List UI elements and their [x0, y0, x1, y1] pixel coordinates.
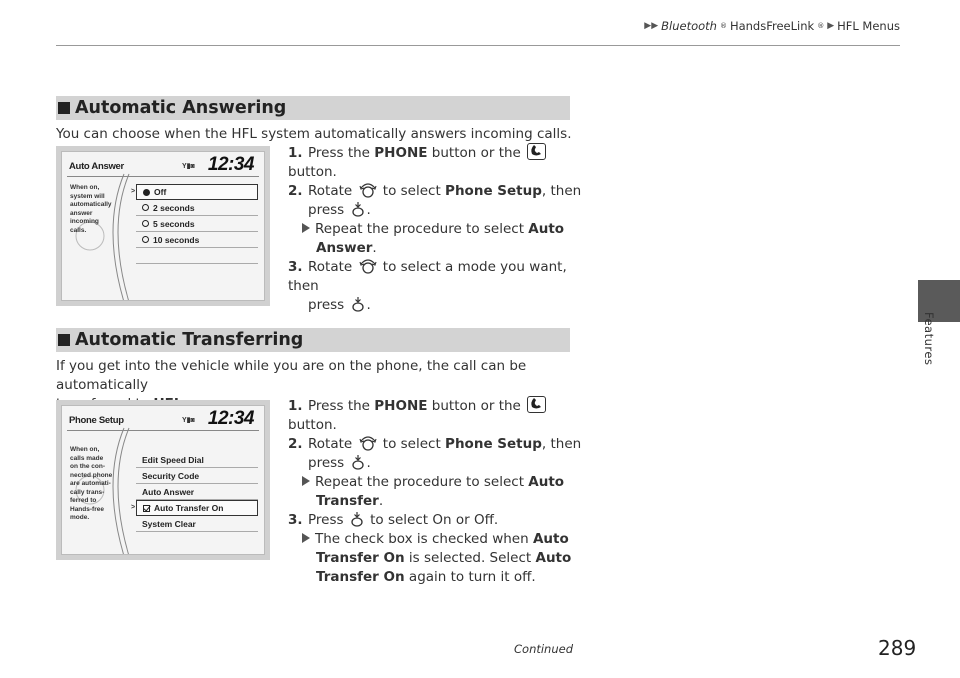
menu-item-label: System Clear: [142, 518, 196, 529]
help-line: cally trans-: [70, 488, 105, 496]
step-text: Press: [308, 512, 348, 528]
menu-item-label: 5 seconds: [153, 218, 195, 229]
section-heading-automatic-answering: [56, 96, 570, 120]
radio-selected-icon: [143, 189, 150, 196]
auto-label: Auto: [528, 474, 565, 490]
arrow-icon: [302, 223, 310, 233]
cursor-icon: >: [131, 504, 136, 511]
press-knob-icon: [351, 296, 365, 312]
step-number: 1.: [288, 145, 303, 161]
step-2-sub-cont: [288, 239, 588, 258]
phone-label: PHONE: [374, 398, 428, 414]
registered-mark: ®: [719, 22, 727, 30]
help-line: calls.: [70, 226, 87, 234]
step-2-sub: [288, 473, 588, 492]
step-3: [288, 511, 588, 530]
step-2-sub-cont: [288, 492, 588, 511]
phone-button-icon: [527, 143, 546, 160]
help-line: on the con-: [70, 463, 106, 470]
section-square-icon: [58, 102, 70, 114]
screen-clock: 12:34: [207, 154, 254, 175]
help-line: are automati-: [70, 480, 111, 487]
step-3-sub-cont: [288, 549, 588, 568]
step-text: Rotate: [308, 183, 357, 199]
cursor-icon: >: [131, 188, 136, 195]
step-number: 3.: [288, 512, 303, 528]
step-number: 2.: [288, 183, 303, 199]
menu-item-label: Edit Speed Dial: [142, 454, 204, 465]
section-title: Automatic Answering: [75, 98, 287, 118]
step-3-sub: [288, 530, 588, 549]
step-text: press: [308, 202, 349, 218]
step-3-sub-cont2: [288, 568, 588, 587]
step-number: 3.: [288, 259, 303, 275]
step-text: .: [366, 202, 371, 218]
step-text: Repeat the procedure to select: [315, 474, 529, 490]
phone-setup-label: Phone Setup: [445, 183, 542, 199]
checkbox-checked-icon: [143, 505, 150, 512]
menu-item-10-seconds[interactable]: [136, 232, 258, 248]
help-line: incoming: [70, 218, 99, 225]
step-text: The check box is checked when: [315, 531, 533, 547]
step-text: Rotate: [308, 259, 357, 275]
registered-mark: ®: [817, 22, 825, 30]
step-1: [288, 143, 588, 182]
screen-title: Auto Answer: [69, 161, 124, 172]
phone-button-icon: [527, 396, 546, 413]
auto-label: Auto: [528, 221, 565, 237]
help-line: nected phone: [70, 471, 113, 479]
step-text: .: [378, 493, 384, 509]
help-line: Hands-free: [70, 505, 104, 513]
step-text: .: [366, 297, 371, 313]
step-2-sub: [288, 220, 588, 239]
step-text: press: [308, 297, 349, 313]
section1-steps: [288, 143, 588, 315]
menu-item-system-clear[interactable]: [136, 516, 258, 532]
step-text: button.: [288, 417, 337, 433]
breadcrumb-bluetooth: Bluetooth: [661, 19, 717, 33]
step-2-cont: [288, 201, 588, 220]
step-text: is selected. Select: [404, 550, 536, 566]
menu-item-off[interactable]: [131, 184, 258, 200]
transfer-on-label: Transfer On: [316, 550, 405, 566]
step-1: [288, 396, 588, 435]
help-line: mode.: [70, 514, 90, 521]
phone-setup-label: Phone Setup: [445, 436, 542, 452]
help-line: system will: [70, 192, 105, 200]
step-2: [288, 435, 588, 454]
phone-setup-screen: [56, 400, 270, 560]
section1-intro: You can choose when the HFL system automatically answers incoming calls.: [56, 126, 572, 142]
signal-status-icon: Y▮◙: [182, 163, 195, 170]
step-number: 2.: [288, 436, 303, 452]
step-text: Press the: [308, 145, 375, 161]
breadcrumb-arrow-icon: ▶: [827, 21, 835, 31]
rotate-knob-icon: [359, 435, 377, 451]
step-text: , then: [541, 436, 582, 452]
step-text: .: [372, 240, 377, 256]
help-line: calls made: [70, 454, 104, 462]
intro-line: If you get into the vehicle while you are on the phone, the call can be automatically: [56, 358, 527, 393]
step-text: to select On or Off.: [365, 512, 499, 528]
arrow-icon: [302, 533, 310, 543]
press-knob-icon: [351, 454, 365, 470]
rotate-knob-icon: [359, 182, 377, 198]
screen-menu: [131, 184, 258, 264]
menu-item-empty: [136, 248, 258, 264]
step-text: Press the: [308, 398, 375, 414]
menu-item-auto-transfer-on[interactable]: [131, 500, 258, 516]
screen-divider: [67, 176, 259, 177]
screen-divider: [67, 430, 259, 431]
step-text: to select: [378, 183, 446, 199]
section-square-icon: [58, 334, 70, 346]
menu-item-edit-speed-dial[interactable]: [136, 452, 258, 468]
step-text: Repeat the procedure to select: [315, 221, 529, 237]
signal-status-icon: Y▮◙: [182, 417, 195, 424]
menu-item-label: Auto Answer: [142, 486, 195, 497]
header-rule: [56, 45, 900, 46]
screen-menu: [131, 452, 258, 532]
radio-icon: [142, 204, 149, 211]
auto-label: Auto: [532, 531, 569, 547]
step-3: [288, 258, 588, 296]
step-text: Rotate: [308, 436, 357, 452]
step-number: 1.: [288, 398, 303, 414]
screen-help-text: [70, 446, 120, 523]
step-text: button or the: [427, 145, 526, 161]
arrow-icon: [302, 476, 310, 486]
step-text: to select a mode you want, then: [288, 259, 567, 294]
step-text: to select: [378, 436, 446, 452]
auto-label: Auto: [535, 550, 572, 566]
step-text: button.: [288, 164, 337, 180]
step-3-cont: [288, 296, 588, 315]
breadcrumb-hfl: HandsFreeLink: [729, 19, 815, 33]
breadcrumb-hfl-menus: HFL Menus: [837, 19, 900, 33]
menu-item-label: 2 seconds: [153, 202, 195, 213]
phone-label: PHONE: [374, 145, 428, 161]
menu-item-security-code[interactable]: [136, 468, 258, 484]
section-title: Automatic Transferring: [75, 330, 304, 350]
help-line: answer: [70, 209, 93, 217]
continued-label: Continued: [514, 642, 574, 656]
step-text: again to turn it off.: [404, 569, 536, 585]
answer-label: Answer: [316, 240, 373, 256]
help-line: When on,: [70, 184, 100, 191]
menu-item-label: Security Code: [142, 470, 200, 481]
press-knob-icon: [350, 511, 364, 527]
screen-display: [61, 405, 265, 555]
section2-steps: [288, 396, 588, 587]
step-text: press: [308, 455, 349, 471]
menu-item-auto-answer[interactable]: [136, 484, 258, 500]
menu-item-2-seconds[interactable]: [136, 200, 258, 216]
radio-icon: [142, 220, 149, 227]
screen-clock: 12:34: [207, 408, 254, 429]
screen-title: Phone Setup: [69, 415, 124, 426]
side-tab-text: Features: [922, 312, 936, 366]
screen-display: [61, 151, 265, 301]
breadcrumb: [644, 19, 900, 33]
menu-item-label: Off: [154, 187, 167, 197]
auto-answer-screen: [56, 146, 270, 306]
menu-item-label: Auto Transfer On: [154, 503, 224, 513]
press-knob-icon: [351, 201, 365, 217]
section-heading-automatic-transferring: [56, 328, 570, 352]
page-number: 289: [878, 636, 917, 660]
step-text: , then: [541, 183, 582, 199]
step-text: button or the: [427, 398, 526, 414]
help-line: ferred to: [70, 497, 97, 504]
transfer-on-label: Transfer On: [316, 569, 405, 585]
menu-item-label: 10 seconds: [153, 234, 200, 245]
breadcrumb-arrow-icon: ▶▶: [644, 21, 659, 31]
rotate-knob-icon: [359, 258, 377, 274]
screen-help-text: [70, 184, 120, 235]
step-text: .: [366, 455, 371, 471]
radio-icon: [142, 236, 149, 243]
step-2-cont: [288, 454, 588, 473]
menu-item-5-seconds[interactable]: [136, 216, 258, 232]
side-tab-label: [922, 312, 942, 372]
help-line: automatically: [70, 201, 112, 208]
transfer-label: Transfer: [316, 493, 379, 509]
help-line: When on,: [70, 446, 100, 453]
step-2: [288, 182, 588, 201]
